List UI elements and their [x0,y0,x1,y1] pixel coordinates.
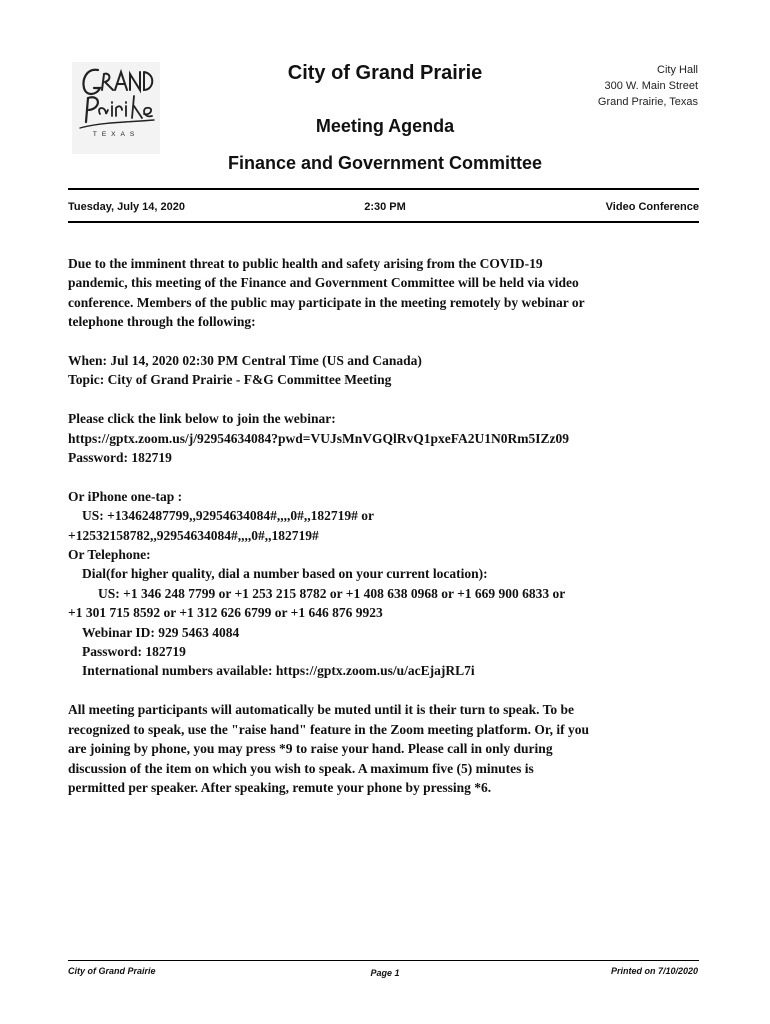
closing-line: All meeting participants will automatically be muted until it is their turn to speak. To be [68,702,575,718]
intro-line: conference. Members of the public may participate in the meeting remotely by webinar or [68,294,585,310]
dial-instructions: Dial(for higher quality, dial a number based on your current location): [82,566,488,582]
meeting-when: When: Jul 14, 2020 02:30 PM Central Time (US and Canada) [68,353,422,369]
city-hall-address [598,62,698,110]
webinar-id: Webinar ID: 929 5463 4084 [82,624,240,640]
closing-line: discussion of the item on which you wish to speak. A maximum five (5) minutes is [68,760,534,776]
closing-line: recognized to speak, use the "raise hand" feature in the Zoom meeting platform. Or, if you [68,721,589,737]
meeting-date: Tuesday, July 14, 2020 [68,201,185,213]
meeting-venue: Video Conference [605,201,699,213]
iphone-number-line: US: +13462487799,,92954634084#,,,,0#,,182719# or [82,508,374,524]
phone-password: Password: 182719 [82,644,186,660]
agenda-body [68,254,708,797]
closing-line: are joining by phone, you may press *9 to raise your hand. Please call in only during [68,741,553,757]
address-line-2: 300 W. Main Street [604,80,698,92]
agenda-heading: Meeting Agenda [315,116,455,136]
committee-heading: Finance and Government Committee [227,153,543,173]
dial-number-line: US: +1 346 248 7799 or +1 253 215 8782 or +1 408 638 0968 or +1 669 900 6833 or [98,585,566,601]
intro-line: Due to the imminent threat to public health and safety arising from the COVID-19 [68,256,543,271]
webinar-password: Password: 182719 [68,450,172,466]
header-rule-top [68,188,699,190]
dial-number-line: +1 301 715 8592 or +1 312 626 6799 or +1 646 876 9923 [68,605,383,621]
footer-city: City of Grand Prairie [68,966,156,976]
svg-text:TEXAS: TEXAS [92,131,140,138]
footer-page-number: Page 1 [370,968,400,978]
webinar-link-intro: Please click the link below to join the webinar: [68,411,336,427]
address-line-1: City Hall [657,64,698,76]
footer-rule [68,960,699,961]
footer-printed-date: Printed on 7/10/2020 [610,966,698,976]
iphone-number-line: +12532158782,,92954634084#,,,,0#,,182719# [68,527,319,543]
header-rule-bottom [68,221,699,223]
meeting-topic: Topic: City of Grand Prairie - F&G Committee Meeting [68,372,392,388]
intro-line: pandemic, this meeting of the Finance and Government Committee will be held via video [68,275,579,291]
telephone-label: Or Telephone: [68,547,151,563]
document-title: City of Grand Prairie [287,62,483,84]
address-line-3: Grand Prairie, Texas [597,96,698,108]
meeting-time: 2:30 PM [364,201,406,213]
intro-line: telephone through the following: [68,314,256,330]
international-numbers[interactable]: International numbers available: https://gptx.zoom.us/u/acEjajRL7i [82,663,475,679]
iphone-label: Or iPhone one-tap : [68,488,183,504]
webinar-link[interactable]: https://gptx.zoom.us/j/92954634084?pwd=VUJsMnVGQlRvQ1pxeFA2U1N0Rm5IZz09 [68,430,569,446]
closing-line: permitted per speaker. After speaking, remute your phone by pressing *6. [68,779,492,795]
